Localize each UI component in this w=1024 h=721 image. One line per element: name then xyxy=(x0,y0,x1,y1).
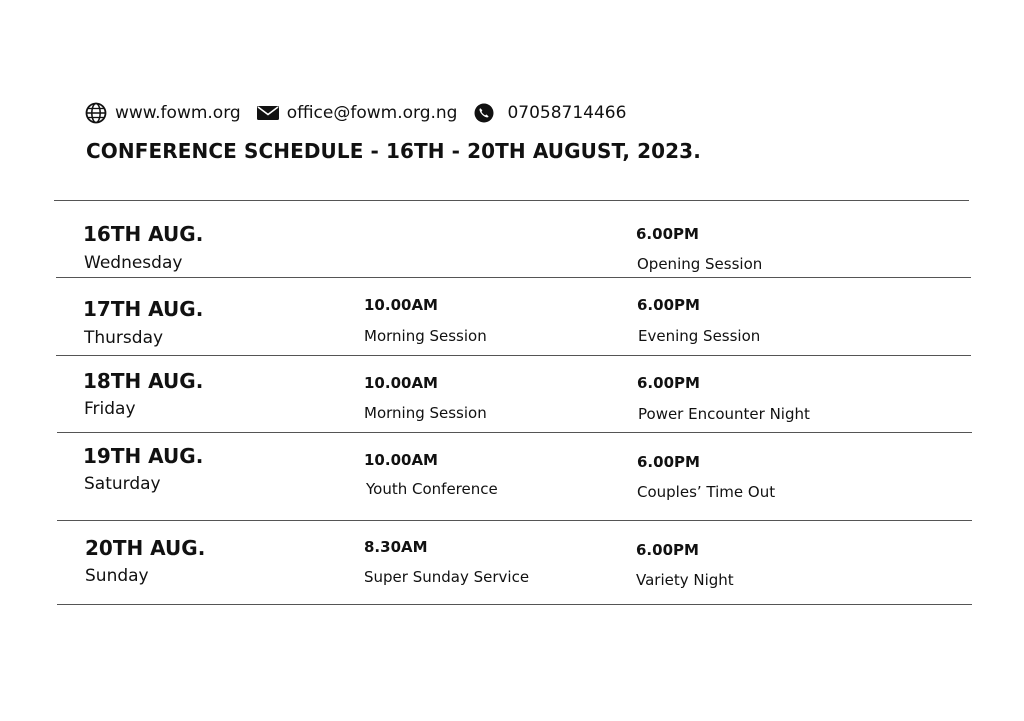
evening-session: Evening Session xyxy=(638,327,761,345)
morning-session: Super Sunday Service xyxy=(364,568,530,586)
evening-time: 6.00PM xyxy=(637,296,700,314)
row-weekday: Saturday xyxy=(84,474,161,494)
morning-session: Youth Conference xyxy=(366,480,498,498)
globe-icon xyxy=(85,102,107,124)
morning-session: Morning Session xyxy=(364,327,487,345)
email-text: office@fowm.org.ng xyxy=(286,103,458,123)
contact-bar xyxy=(85,101,642,125)
row-date: 17TH AUG. xyxy=(83,297,204,321)
table-bottom-divider xyxy=(57,604,972,605)
morning-time: 10.00AM xyxy=(364,374,438,392)
envelope-icon xyxy=(257,102,279,124)
row-weekday: Sunday xyxy=(85,566,149,586)
morning-time: 10.00AM xyxy=(364,296,438,314)
phone-icon xyxy=(473,102,495,124)
row-divider xyxy=(56,277,971,278)
row-divider xyxy=(57,520,972,521)
row-weekday: Wednesday xyxy=(84,253,183,273)
row-divider xyxy=(57,432,972,433)
evening-session: Opening Session xyxy=(637,255,763,273)
row-date: 16TH AUG. xyxy=(83,222,204,246)
evening-session: Power Encounter Night xyxy=(638,405,810,423)
morning-time: 8.30AM xyxy=(364,538,428,556)
row-date: 18TH AUG. xyxy=(83,369,204,393)
row-date: 20TH AUG. xyxy=(85,536,206,560)
evening-time: 6.00PM xyxy=(637,453,700,471)
evening-time: 6.00PM xyxy=(637,374,700,392)
website-text: www.fowm.org xyxy=(115,103,241,123)
phone-contact[interactable] xyxy=(473,102,626,124)
website-contact[interactable] xyxy=(85,102,241,124)
row-weekday: Thursday xyxy=(84,328,164,348)
phone-text: 07058714466 xyxy=(507,103,627,123)
evening-time: 6.00PM xyxy=(636,225,699,243)
email-contact[interactable] xyxy=(257,102,458,124)
evening-session: Variety Night xyxy=(636,571,734,589)
evening-time: 6.00PM xyxy=(636,541,699,559)
evening-session: Couples’ Time Out xyxy=(637,483,776,501)
morning-session: Morning Session xyxy=(364,404,487,422)
morning-time: 10.00AM xyxy=(364,451,438,469)
page-title: CONFERENCE SCHEDULE - 16TH - 20TH AUGUST, 2023. xyxy=(86,139,701,163)
row-date: 19TH AUG. xyxy=(83,444,204,468)
table-top-divider xyxy=(54,200,969,201)
row-weekday: Friday xyxy=(84,399,136,419)
row-divider xyxy=(56,355,971,356)
